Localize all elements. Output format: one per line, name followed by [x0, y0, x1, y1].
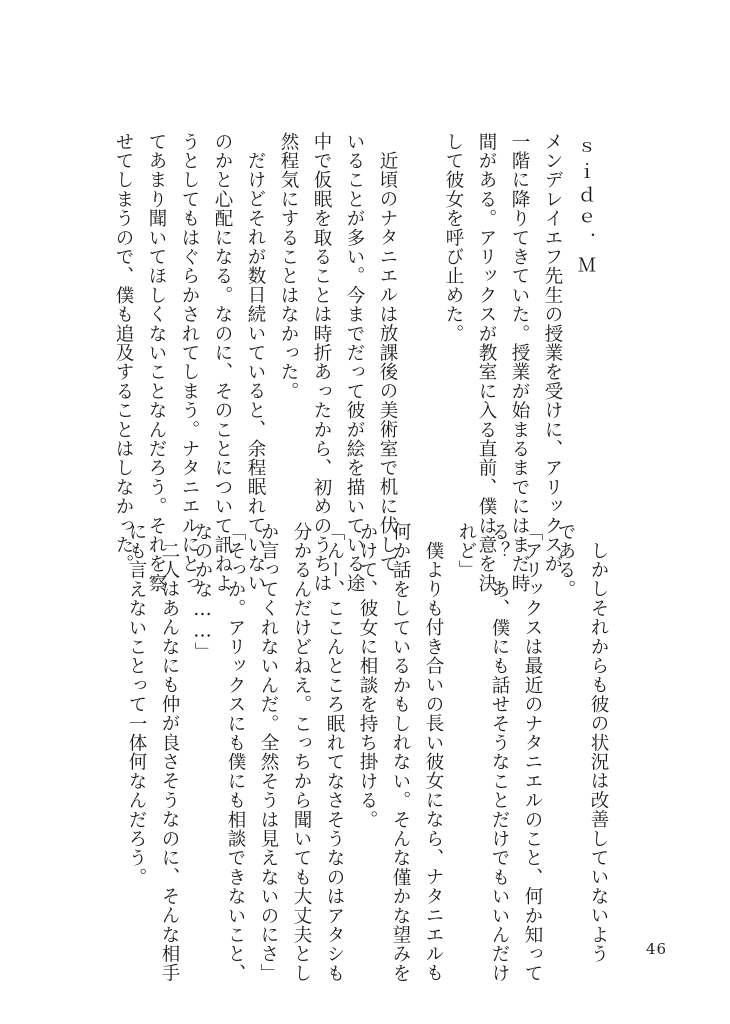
text-line: 「そっか。アリックスにも僕にも相談できないこと、 [225, 522, 246, 983]
lower-text-block [120, 522, 615, 983]
text-line: 中で仮眠を取ることは時折あったから、初めのうちは [311, 132, 332, 593]
text-line: 「んー、ここんところ眠れてなさそうなのはアタシも [324, 522, 345, 983]
text-line: にも言えないことって一体何なんだろう。 [126, 522, 147, 887]
text-line: 分かるんだけどねえ。こっちから聞いても大丈夫とし [291, 522, 312, 983]
text-line: 間がある。アリックスが教室に入る直前、僕は意を決 [476, 132, 497, 593]
text-line: てあまり聞いてほしくないことなんだろう。それを察 [146, 132, 167, 593]
text-line: である。 [555, 522, 576, 599]
text-line: 近頃のナタニエルは放課後の美術室で机に伏して [377, 151, 398, 574]
text-line: のかと心配になる。なのに、そのことについて訊ねよ [212, 132, 233, 593]
text-line: して彼女を呼び止めた。 [443, 132, 464, 344]
text-line: せてしまうので、僕も追及することはしなかった。 [113, 132, 134, 574]
page-number: 46 [646, 940, 668, 958]
text-line: 僕よりも付き合いの長い彼女になら、ナタニエルも [423, 541, 444, 983]
text-line: か言ってくれないんだ。全然そうは見えないのにさ」 [258, 522, 279, 983]
text-line: 「アリックスは最近のナタニエルのこと、何か知って [522, 522, 543, 983]
text-line: る？ あ、僕にも話せそうなことだけでもいいんだけ [489, 522, 510, 983]
text-line: れど」 [456, 522, 477, 580]
text-line: 二人はあんなにも仲が良さそうなのに、そんな相手 [159, 541, 180, 983]
text-line: 何か話をしているかもしれない。そんな僅かな望みを [390, 522, 411, 983]
section-heading: ｓｉｄｅ．Ｍ [575, 138, 596, 279]
text-line: だけどそれが数日続いていると、余程眠れていない [245, 151, 266, 593]
text-line: メンデレイエフ先生の授業を受けに、アリックスが [542, 132, 563, 574]
text-line: うとしてもはぐらかされてしまう。ナタニエルにとっ [179, 132, 200, 593]
text-line: いることが多い。今までだって彼が絵を描いている途 [344, 132, 365, 593]
text-line: かけて、彼女に相談を持ち掛ける。 [357, 522, 378, 830]
text-line: 然程気にすることはなかった。 [278, 132, 299, 401]
text-line: しかしそれからも彼の状況は改善していないよう [588, 541, 609, 964]
text-line: 一階に降りてきていた。授業が始まるまでにはまだ時 [509, 132, 530, 593]
blank-line [404, 132, 437, 504]
text-line: なのかな……」 [192, 522, 213, 662]
